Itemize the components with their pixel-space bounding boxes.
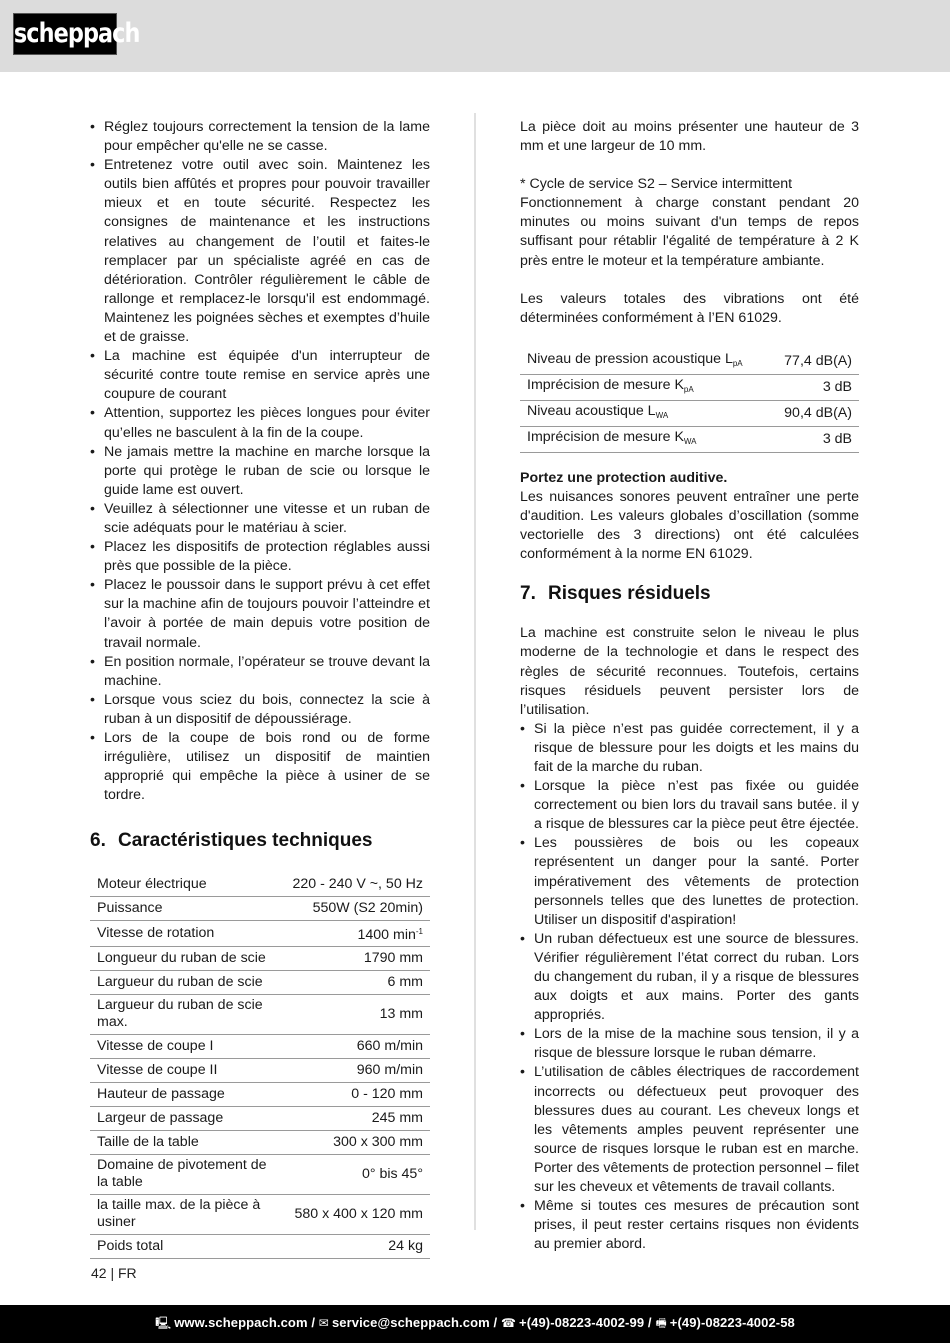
residual-risks-list [520, 720, 859, 1255]
phone-icon: ☎ [500, 1316, 517, 1330]
computer-icon: 🖳 [155, 1316, 172, 1330]
spec-value-text: 550W (S2 20min) [312, 899, 423, 916]
spec-label: Taille de la table [90, 1130, 280, 1154]
list-item: • Attention, supportez les pièces longues pour éviter qu’elles ne basculent à la fin de la coupe. [90, 404, 430, 442]
acoustic-label [520, 400, 770, 426]
page-number [91, 1265, 137, 1281]
list-item: • Veuillez à sélectionner une vitesse et un ruban de scie adéquats pour le matériau à scier. [90, 500, 430, 538]
spec-value-text: 1400 min [357, 926, 416, 943]
vibration-paragraph: Les valeurs totales des vibrations ont été déterminées conformément à l’EN 61029. [520, 290, 859, 326]
website-link[interactable]: www.scheppach.com [174, 1315, 308, 1330]
spec-value-text: 1790 mm [363, 949, 423, 966]
spec-row [90, 946, 430, 970]
acoustic-value: 3 dB [770, 426, 859, 452]
list-item: • Les poussières de bois ou les copeaux représentent un danger pour la santé. Porter impérativement des vêtements de protection personnels telles que des lunettes de protection. Utiliser un dispositif d'aspiration! [520, 834, 859, 929]
list-item: • Un ruban défectueux est une source de blessures. Vérifier régulièrement l’état correct du ruban. Lors du changement du ruban, il y a risque de blessures aux doigts et aux mains. Porter des gants appropriés. [520, 930, 859, 1025]
min-size-paragraph: La pièce doit au moins présenter une hauteur de 3 mm et une largeur de 10 mm. [520, 119, 859, 155]
column-divider [474, 113, 476, 1230]
safety-bullet-list [90, 118, 430, 805]
left-column [90, 118, 430, 1259]
spec-value [280, 1034, 430, 1058]
list-item: • L’utilisation de câbles électriques de raccordement incorrects ou défectueux peut provoquer des blessures dues au courant. Les cheveux longs et les vêtements amples peuvent représenter une source de risques lorsque le ruban est en marche. Porter des vêtements de protection personnel – filet sur les cheveux et vêtements de travail collants. [520, 1063, 859, 1197]
section-number: 7. [520, 583, 536, 605]
spec-value-text: 6 mm [387, 973, 423, 990]
spec-value-text: 0 - 120 mm [351, 1085, 423, 1102]
spec-value-text: 660 m/min [356, 1037, 423, 1054]
list-item: • La machine est équipée d'un interrupteur de sécurité contre toute remise en service après une coupure de courant [90, 347, 430, 404]
list-item: • Placez les dispositifs de protection réglables aussi près que possible de la pièce. [90, 538, 430, 576]
spec-row [90, 994, 430, 1034]
residual-risks-intro: La machine est construite selon le niveau le plus moderne de la technologie et dans le respect des règles de sécurité reconnues. Toutefois, certains risques résiduels peuvent persister lors de l’utilisation. [520, 625, 859, 718]
spec-value [280, 994, 430, 1034]
spec-value [280, 896, 430, 920]
spec-label: Vitesse de coupe II [90, 1058, 280, 1082]
spec-value [280, 1234, 430, 1258]
list-item: • Lorsque vous sciez du bois, connectez la scie à ruban à un dispositif de dépoussiérage. [90, 691, 430, 729]
list-item: • Lors de la mise de la machine sous tension, il y a risque de blessure lorsque le ruban démarre. [520, 1025, 859, 1063]
spec-label: Poids total [90, 1234, 280, 1258]
spec-value [280, 1130, 430, 1154]
mail-icon: ✉ [318, 1316, 329, 1330]
acoustic-row [520, 400, 859, 426]
scheppach-logo: scheppach [13, 13, 117, 55]
acoustic-label-text: Niveau acoustique L [527, 402, 656, 419]
spec-value-text: 245 mm [371, 1109, 423, 1126]
acoustic-label-text: Imprécision de mesure K [527, 428, 684, 445]
spec-row [90, 1058, 430, 1082]
fax-number: +(49)-08223-4002-58 [669, 1315, 795, 1330]
spec-value-text: 960 m/min [356, 1061, 423, 1078]
spec-row [90, 1082, 430, 1106]
technical-specs-table [90, 872, 430, 1259]
spec-row [90, 970, 430, 994]
section-number: 6. [90, 830, 106, 852]
spec-label: Moteur électrique [90, 872, 280, 896]
spec-value [280, 970, 430, 994]
hearing-protection-title: Portez une protection auditive. [520, 469, 728, 486]
acoustic-label-subscript: WA [655, 410, 669, 420]
list-item: • Lorsque la pièce n’est pas fixée ou guidée correctement ou bien lors du travail sans butée. il y a risque de blessures car la pièce peut être éjectée. [520, 777, 859, 834]
acoustic-label-text: Imprécision de mesure K [527, 376, 684, 393]
phone-number: +(49)-08223-4002-99 [519, 1315, 645, 1330]
page-header [0, 0, 950, 72]
spec-label: Domaine de pivotement de la table [90, 1154, 280, 1194]
list-item: • En position normale, l’opérateur se trouve devant la machine. [90, 653, 430, 691]
section-6-heading [90, 829, 430, 853]
spec-value [280, 946, 430, 970]
spec-row [90, 1234, 430, 1258]
spec-label: Largueur du ruban de scie [90, 970, 280, 994]
spec-label: Vitesse de rotation [90, 920, 280, 946]
acoustic-row [520, 426, 859, 452]
fax-icon: 🖷 [655, 1316, 667, 1330]
list-item: • Entretenez votre outil avec soin. Maintenez les outils bien affûtés et propres pour pouvoir travailler mieux et en toute sécurité. Respectez les consignes de maintenance et les instructions relatives au changement de l’outil et faites-le remplacer par un spécialiste agréé en cas de détérioration. Contrôler régulièrement le câble de rallonge et remplacez-le lorsqu'il est endommagé. Maintenez les poignées sèches et exemptes d’huile et de graisse. [90, 156, 430, 347]
spec-row [90, 1106, 430, 1130]
spec-value [280, 872, 430, 896]
spec-value [280, 1106, 430, 1130]
spec-row [90, 1130, 430, 1154]
acoustic-values-table [520, 349, 859, 453]
spec-value [280, 1154, 430, 1194]
spec-label: Vitesse de coupe I [90, 1034, 280, 1058]
acoustic-row [520, 349, 859, 375]
acoustic-label [520, 374, 770, 400]
spec-value-exponent: -1 [415, 926, 423, 936]
page-language: FR [118, 1265, 137, 1281]
acoustic-label-subscript: WA [683, 436, 697, 446]
duty-cycle-text: Fonctionnement à charge constant pendant 20 minutes ou moins suivant d'un temps de repos suffisant pour rétablir l'égalité de température à 2 K près entre le moteur et la température ambiante. [520, 195, 859, 269]
list-item: • Réglez toujours correctement la tension de la lame pour empêcher qu'elle ne se casse. [90, 118, 430, 156]
spec-value-text: 220 - 240 V ~, 50 Hz [292, 875, 423, 892]
section-7-heading [520, 582, 859, 606]
list-item: • Ne jamais mettre la machine en marche lorsque la porte qui protège le ruban de scie ou lorsque le guide lame est ouvert. [90, 443, 430, 500]
acoustic-label-subscript: pA [732, 358, 743, 368]
spec-value-text: 0° bis 45° [361, 1165, 423, 1182]
duty-cycle-title: * Cycle de service S2 – Service intermittent [520, 176, 793, 193]
acoustic-label [520, 426, 770, 452]
page-separator: | [110, 1265, 115, 1281]
right-column [520, 118, 859, 1254]
spec-value [280, 1058, 430, 1082]
section-title: Caractéristiques techniques [118, 830, 373, 852]
spec-label: Longueur du ruban de scie [90, 946, 280, 970]
spec-value-text: 580 x 400 x 120 mm [294, 1205, 423, 1222]
spec-row [90, 896, 430, 920]
spec-label: Hauteur de passage [90, 1082, 280, 1106]
acoustic-label-subscript: pA [683, 384, 694, 394]
email-link[interactable]: service@scheppach.com [331, 1315, 490, 1330]
page-number-value: 42 [91, 1265, 107, 1281]
acoustic-value: 90,4 dB(A) [770, 400, 859, 426]
contact-footer: 🖳 www.scheppach.com / ✉ service@scheppach.com / ☎ +(49)-08223-4002-99 / 🖷 +(49)-08223-4002-58 [0, 1305, 950, 1343]
spec-value-text: 300 x 300 mm [333, 1133, 423, 1150]
spec-row [90, 1194, 430, 1234]
section-title: Risques résiduels [548, 583, 711, 605]
list-item: • Placez le poussoir dans le support prévu à cet effet sur la machine afin de toujours pouvoir l’atteindre et l’avoir à portée de main depuis votre position de travail normale. [90, 576, 430, 652]
spec-row [90, 1154, 430, 1194]
acoustic-label-text: Niveau de pression acoustique L [527, 350, 733, 367]
spec-row [90, 1034, 430, 1058]
acoustic-value: 77,4 dB(A) [770, 349, 859, 375]
spec-value-text: 24 kg [388, 1237, 423, 1254]
list-item: • Si la pièce n’est pas guidée correctement, il y a risque de blessure pour les doigts et les mains du fait de la marche du ruban. [520, 720, 859, 777]
list-item: • Lors de la coupe de bois rond ou de forme irrégulière, utilisez un dispositif de maintien approprié qui empêche la pièce à usiner de se tordre. [90, 729, 430, 805]
spec-label: la taille max. de la pièce à usiner [90, 1194, 280, 1234]
spec-row [90, 920, 430, 946]
spec-label: Largeur de passage [90, 1106, 280, 1130]
spec-row [90, 872, 430, 896]
spec-label: Largueur du ruban de scie max. [90, 994, 280, 1034]
spec-value [280, 920, 430, 946]
spec-value [280, 1194, 430, 1234]
acoustic-label [520, 349, 770, 375]
spec-value-text: 13 mm [379, 1005, 423, 1022]
acoustic-row [520, 374, 859, 400]
acoustic-value: 3 dB [770, 374, 859, 400]
spec-label: Puissance [90, 896, 280, 920]
list-item: • Même si toutes ces mesures de précaution sont prises, il peut rester certains risques non évidents au premier abord. [520, 1197, 859, 1254]
hearing-protection-text: Les nuisances sonores peuvent entraîner une perte d'audition. Les valeurs globales d’oscillation (somme vectorielle des 3 directions) ont été calculées conformément à la norme EN 61029. [520, 488, 859, 563]
spec-value [280, 1082, 430, 1106]
